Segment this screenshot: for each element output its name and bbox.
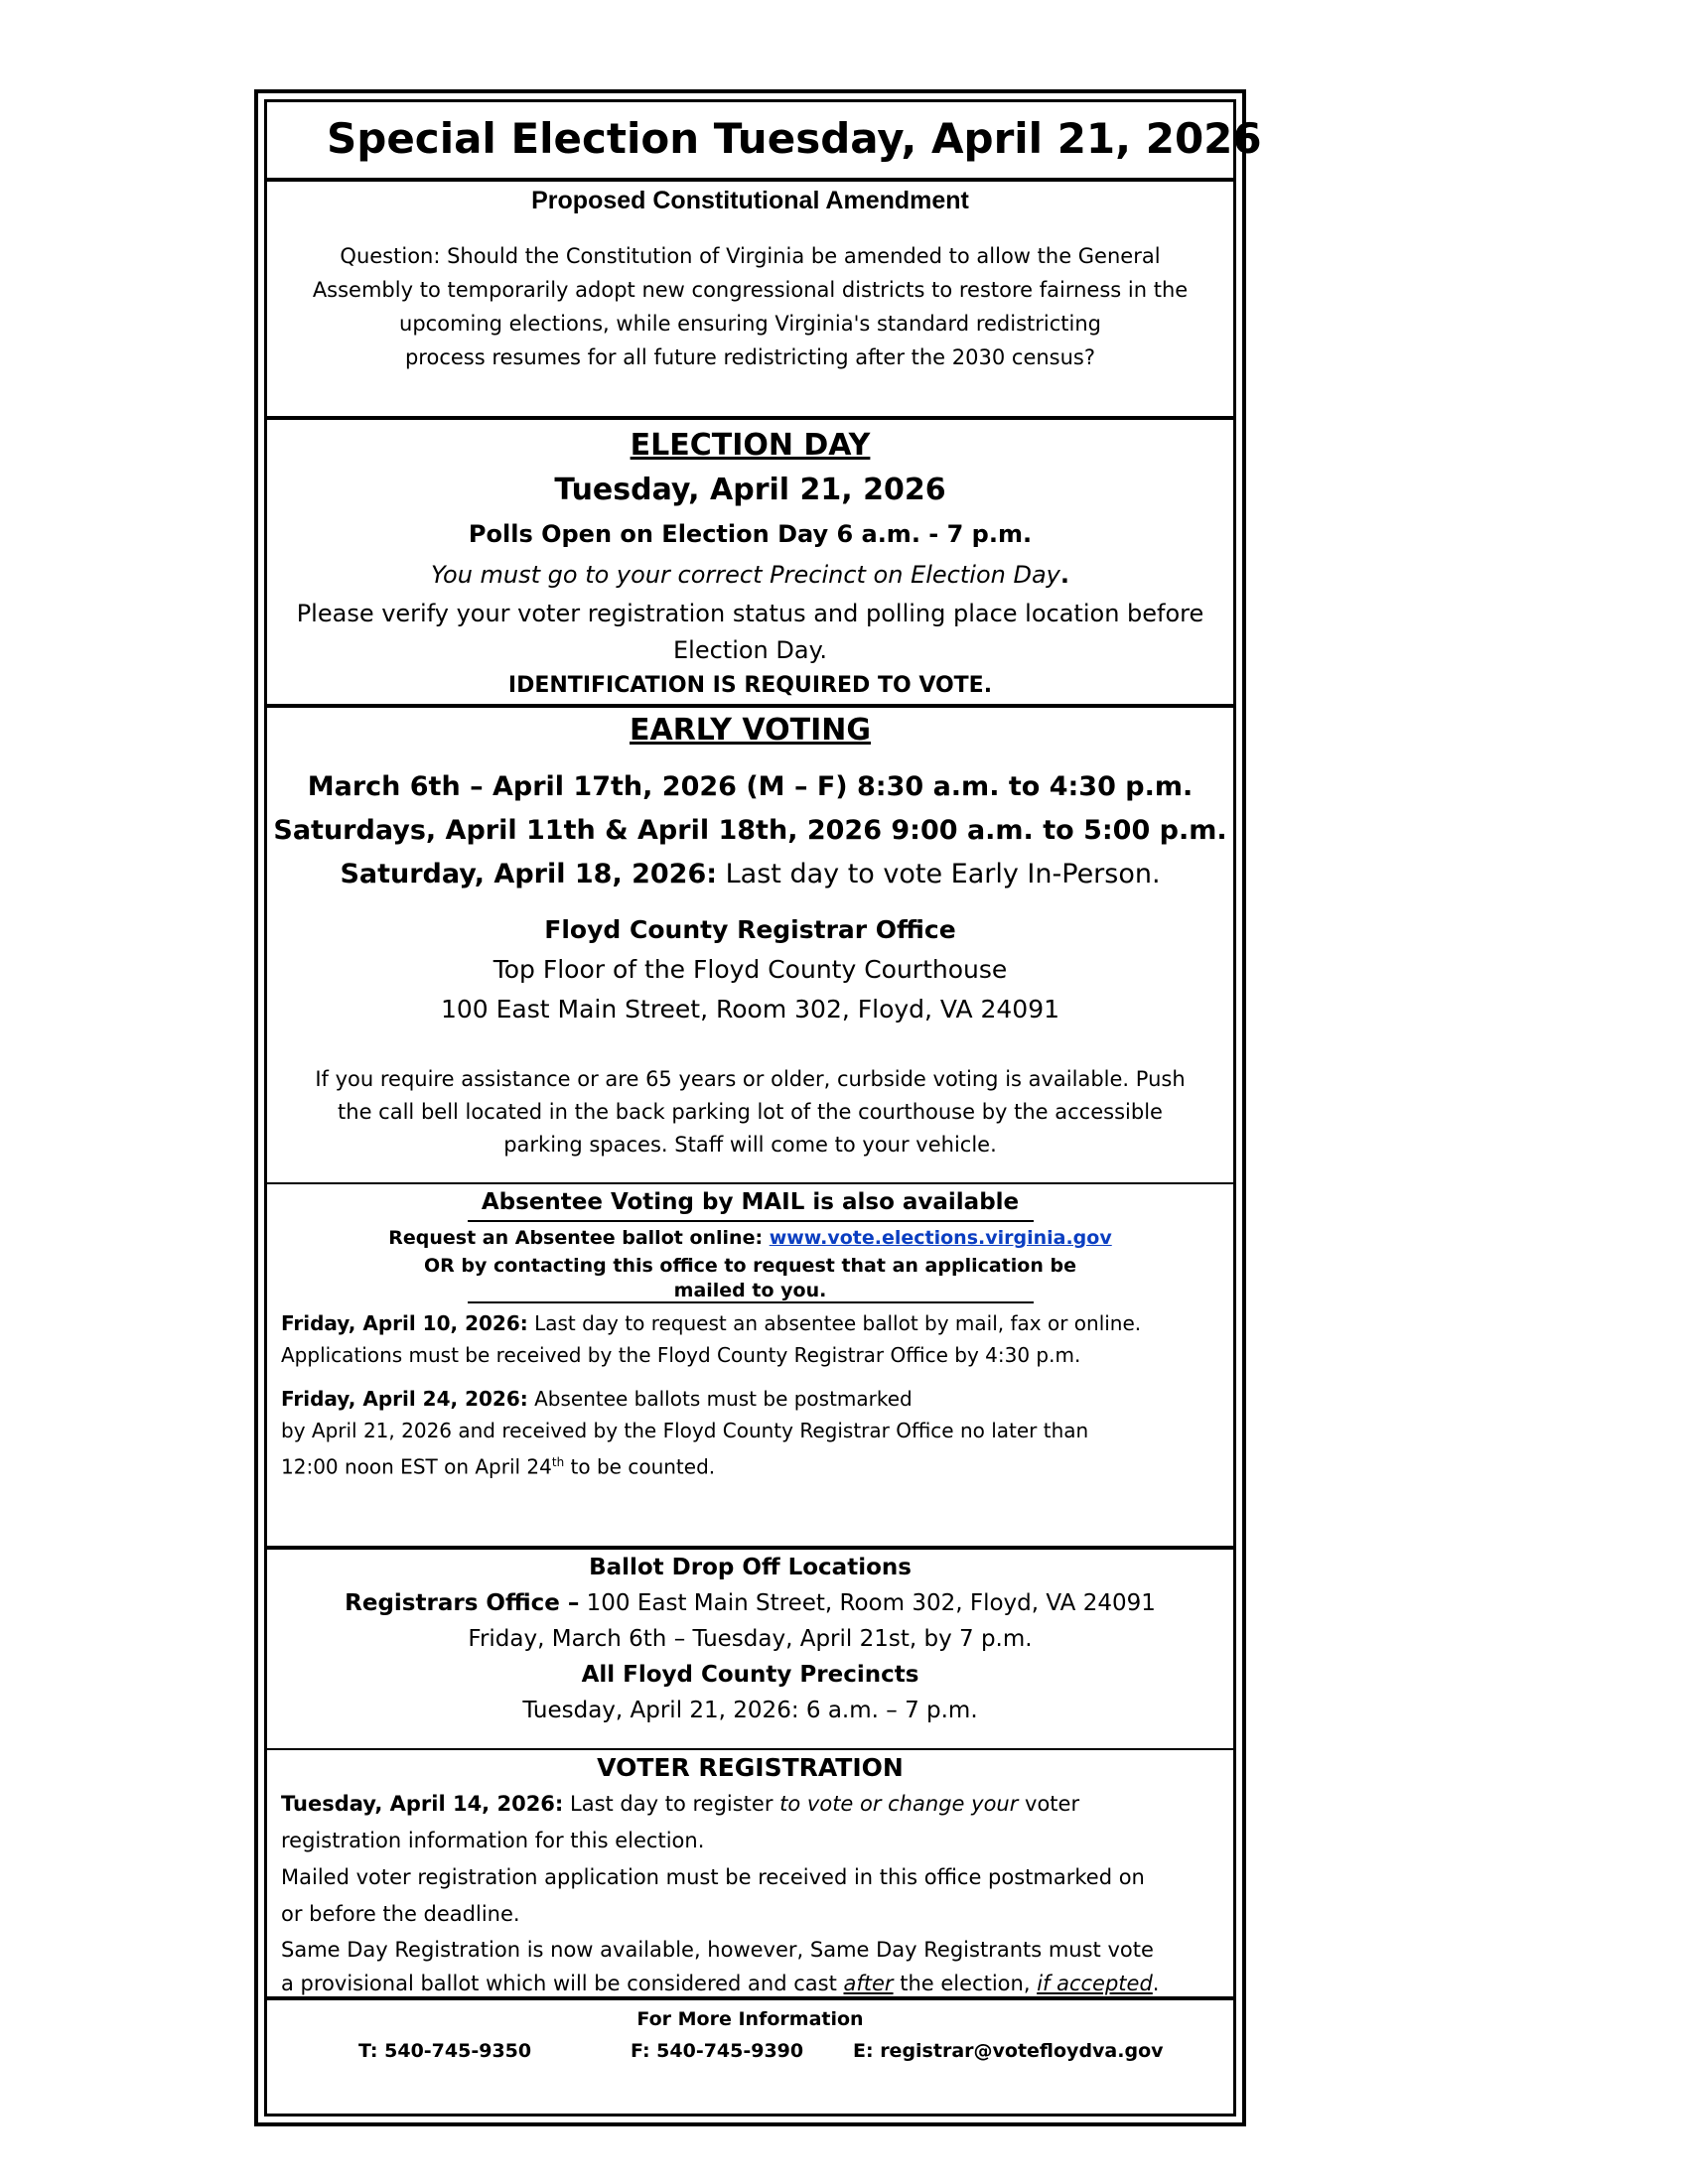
amendment-heading: Proposed Constitutional Amendment: [531, 187, 969, 214]
contact-section: [267, 1996, 1233, 2114]
registration-line: Mailed voter registration application must be received in this office postmarked on: [281, 1865, 1145, 1889]
deadline-label: Friday, April 10, 2026:: [281, 1311, 528, 1335]
precinct-note-text: You must go to your correct Precinct on Election Day: [430, 561, 1060, 589]
registration-text-italic: to vote or change your: [779, 1792, 1019, 1816]
deadline-text: to be counted.: [564, 1454, 716, 1479]
precinct-note: [267, 555, 1233, 595]
deadline-text: Absentee ballots must be postmarked: [527, 1387, 913, 1411]
precinct-note-period: .: [1059, 561, 1069, 589]
amendment-section: [267, 178, 1233, 420]
last-early-day-label: Saturday, April 18, 2026:: [340, 859, 718, 889]
registration-line: or before the deadline.: [281, 1902, 520, 1926]
absentee-deadline-1-detail: Applications must be received by the Floyd County Registrar Office by 4:30 p.m.: [281, 1343, 1081, 1367]
election-day-section: [267, 416, 1233, 708]
verify-line: Please verify your voter registration status and polling place location before: [296, 600, 1204, 627]
absentee-deadline-2: [281, 1371, 1233, 1415]
registration-text: Last day to register: [563, 1792, 780, 1816]
same-day-line: [281, 1967, 1233, 2000]
contact-row: [267, 2034, 1233, 2068]
emphasis-if-accepted: if accepted: [1037, 1972, 1153, 1995]
title-section: [267, 102, 1262, 178]
notice-frame: [254, 89, 1262, 2126]
absentee-contact: OR by contacting this office to request that an application be: [424, 1255, 1076, 1277]
registration-section: [267, 1748, 1233, 1998]
registration-line: registration information for this election.: [281, 1829, 705, 1852]
registration-deadline-label: Tuesday, April 14, 2026:: [281, 1792, 564, 1816]
registration-text: a provisional ballot which will be considered and cast: [281, 1972, 844, 1995]
absentee-heading: Absentee Voting by MAIL is also available: [481, 1189, 1020, 1215]
absentee-deadline-2-detail: by April 21, 2026 and received by the Floyd County Registrar Office no later than: [281, 1419, 1089, 1442]
registration-heading: VOTER REGISTRATION: [597, 1753, 904, 1782]
absentee-deadline-2-detail: [281, 1446, 1233, 1483]
question-line: Assembly to temporarily adopt new congressional districts to restore fairness in the: [312, 278, 1189, 302]
dropoff-office-hours: Friday, March 6th – Tuesday, April 21st, by 7 p.m.: [468, 1626, 1033, 1652]
emphasis-after: after: [843, 1972, 894, 1995]
question-line: process resumes for all future redistricting after the 2030 census?: [404, 345, 1096, 369]
curbside-info: [267, 1029, 1233, 1161]
office-floor: Top Floor of the Floyd County Courthouse: [492, 955, 1008, 984]
absentee-request-label: Request an Absentee ballot online:: [388, 1227, 770, 1249]
dropoff-office-label: Registrars Office –: [345, 1590, 580, 1616]
election-day-date: Tuesday, April 21, 2026: [554, 473, 946, 507]
question-line: Question: Should the Constitution of Virginia be amended to allow the General: [340, 244, 1161, 268]
absentee-deadline-1: [281, 1307, 1233, 1339]
amendment-question: [267, 217, 1233, 374]
deadline-text: 12:00 noon EST on April 24: [281, 1454, 552, 1479]
registration-deadline: [281, 1786, 1233, 1823]
registration-text: the election,: [893, 1972, 1038, 1995]
absentee-request: [267, 1222, 1233, 1252]
page-title: Special Election Tuesday, April 21, 2026: [327, 114, 1262, 163]
dropoff-office: [267, 1585, 1233, 1621]
absentee-deadlines: [267, 1303, 1233, 1483]
deadline-label: Friday, April 24, 2026:: [281, 1387, 528, 1411]
absentee-section: [267, 1182, 1233, 1548]
absentee-contact: mailed to you.: [673, 1280, 827, 1301]
absentee-request-link[interactable]: www.vote.elections.virginia.gov: [769, 1227, 1112, 1249]
deadline-text: Last day to request an absentee ballot by mail, fax or online.: [527, 1311, 1142, 1335]
contact-heading: For More Information: [636, 2008, 864, 2030]
dropoff-section: [267, 1546, 1233, 1752]
curbside-line: the call bell located in the back parking lot of the courthouse by the accessible: [338, 1100, 1163, 1124]
office-name: Floyd County Registrar Office: [544, 915, 956, 944]
question-line: upcoming elections, while ensuring Virginia's standard redistricting: [399, 312, 1101, 336]
registration-text: voter: [1018, 1792, 1080, 1816]
weekday-hours: March 6th – April 17th, 2026 (M – F) 8:30 a.m. to 4:30 p.m.: [307, 771, 1194, 802]
dropoff-content: [267, 1550, 1233, 1728]
registration-line: Same Day Registration is now available, however, Same Day Registrants must vote: [281, 1938, 1154, 1962]
curbside-line: If you require assistance or are 65 years or older, curbside voting is available. Push: [315, 1067, 1186, 1091]
dropoff-heading: Ballot Drop Off Locations: [589, 1555, 912, 1580]
ordinal-suffix: th: [551, 1455, 565, 1469]
dropoff-precincts-hours: Tuesday, April 21, 2026: 6 a.m. – 7 p.m.: [522, 1698, 978, 1723]
early-voting-section: [267, 704, 1233, 1186]
contact-email[interactable]: E: registrar@votefloydva.gov: [853, 2040, 1164, 2062]
dropoff-office-address: 100 East Main Street, Room 302, Floyd, VA 24091: [579, 1590, 1156, 1616]
office-address: 100 East Main Street, Room 302, Floyd, VA 24091: [440, 995, 1060, 1024]
last-early-day: [267, 853, 1233, 896]
polls-hours: Polls Open on Election Day 6 a.m. - 7 p.m.: [468, 520, 1033, 548]
notice-inner-frame: [264, 99, 1262, 2116]
early-voting-heading: EARLY VOTING: [630, 713, 871, 748]
contact-fax: F: 540-745-9390: [631, 2040, 804, 2062]
contact-phone: T: 540-745-9350: [358, 2040, 532, 2062]
saturday-hours: Saturdays, April 11th & April 18th, 2026 9:00 a.m. to 5:00 p.m.: [273, 815, 1227, 846]
curbside-line: parking spaces. Staff will come to your vehicle.: [503, 1133, 997, 1157]
dropoff-precincts: All Floyd County Precincts: [581, 1662, 919, 1688]
registration-content: [267, 1786, 1233, 2000]
registration-text: .: [1152, 1972, 1160, 1995]
election-day-heading: ELECTION DAY: [630, 428, 871, 463]
id-required-notice: IDENTIFICATION IS REQUIRED TO VOTE.: [507, 673, 993, 698]
last-early-day-text: Last day to vote Early In-Person.: [717, 859, 1161, 889]
verify-line: Election Day.: [673, 636, 827, 664]
